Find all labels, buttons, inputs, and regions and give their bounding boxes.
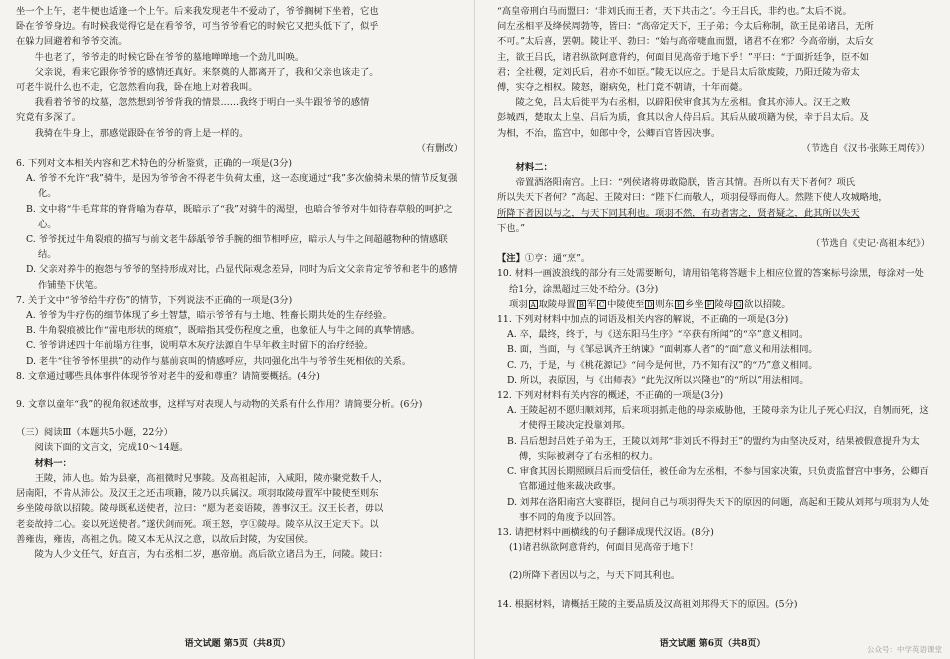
question-10 xyxy=(497,266,930,312)
classical-line: 所降下者因以与之，与天下同其利也。项羽不然，有功者害之，贤者疑之，此其所以失天 xyxy=(497,207,860,219)
option-a: A. 爷爷不允许“我”骑牛，是因为爷爷舍不得老牛负荷太重，这一态度通过“我”多次偷骑未果的情节反复强化。 xyxy=(26,173,458,200)
break-marker-g[interactable]: G xyxy=(735,300,742,309)
break-marker-e[interactable]: E xyxy=(676,300,682,309)
source-citation-2: （节选自《史记·高祖本纪》） xyxy=(810,238,930,250)
material-1-continued xyxy=(497,4,930,156)
translation-item-2: (2)所降下者因以与之，与天下同其利也。 xyxy=(509,570,681,582)
classical-line: 王陵，沛人也。始为县豪，高祖微时兄事陵。及高祖起沛，入咸阳，陵亦聚党数千人， xyxy=(34,472,388,484)
option-a: A. 卒，最终，终于，与《送东阳马生序》“卒获有所闻”的“卒”意义相同。 xyxy=(507,329,809,341)
passage-line: 可老牛说什么也不走，它忽然看向我，卧在地上对着我叫。 xyxy=(16,82,258,94)
option-d: D. 刘邦在洛阳南宫大宴群臣，提问自己与项羽得失天下的原因的问题，高起和王陵从刘邦与项羽为人处事不同的角度予以回答。 xyxy=(507,496,930,523)
break-marker-c[interactable]: C xyxy=(598,300,605,309)
question-12 xyxy=(497,388,930,525)
segment: 取陵母置 xyxy=(538,298,576,310)
option-b: B. 吕后想封吕姓子弟为王，王陵以刘邦“非刘氏不得封王”的盟约为由坚决反对，结果被假意提升为太傅，实际被剥夺了右丞相的权力。 xyxy=(507,435,920,462)
exam-page-6 xyxy=(475,0,950,659)
passage-line: 我骑在牛身上，那感觉跟卧在爷爷的背上是一样的。 xyxy=(34,127,249,139)
classical-line: 帝置酒洛阳南宫。上曰：“列侯诸将毋敢隐朕，皆言其情。吾所以有天下者何？项氏 xyxy=(515,177,856,189)
watermark: 公众号：中学英语课堂 xyxy=(867,645,942,654)
material-2-label: 材料二： xyxy=(515,162,553,174)
section-instruction: 阅读下面的文言文，完成10～14题。 xyxy=(34,442,189,454)
section-title: （三）阅读Ⅲ（本题共5小题，22分） xyxy=(16,427,173,439)
option-c: C. 乃，于是，与《桃花源记》“问今是何世，乃不知有汉”的“乃”意义相同。 xyxy=(507,359,818,371)
question-13 xyxy=(497,525,930,597)
classical-line: 主，欲王吕氏，诸君纵欲阿意背约，何面目见高帝于地下乎！”平曰：“于面折廷争，臣不如 xyxy=(497,51,870,63)
option-a: A. 王陵起初不愿归顺刘邦，后来项羽抓走他的母亲威胁他，王陵母亲为让儿子死心归汉，自刎而死，这才使得王陵决定投靠刘邦。 xyxy=(507,405,929,432)
classical-line: 陵为人少文任气，好直言，为右丞相二岁，惠帝崩。高后欲立诸吕为王，问陵。陵曰： xyxy=(34,548,388,560)
question-8: 8. 文章通过哪些具体事件体现爷爷对老牛的爱和尊重？请简要概括。(4分) xyxy=(16,370,320,382)
classical-line: 乡坐陵母欲以招陵。陵母既私送使者，泣曰：“愿为老妾语陵，善事汉王。汉王长者，毋以 xyxy=(16,503,384,515)
question-stem: 11. 下列对材料中加点的词语及相关内容的解说，不正确的一项是(3分) xyxy=(497,314,789,326)
classical-line: 所以失天下者何？”高起、王陵对曰：“陛下仁而敬人，项羽侵辱而侮人。然陛下使人攻城略地， xyxy=(497,192,888,204)
classical-line: 老妾故持二心。妾以死送使者。”遂伏剑而死。项王怒，亨①陵母。陵卒从汉王定天下。以 xyxy=(16,518,379,530)
option-d: D. 所以，表原因，与《出师表》“此先汉所以兴隆也”的“所以”用法相同。 xyxy=(507,374,809,386)
question-stem: 10. 材料一画波浪线的部分有三处需要断句，请用铅笔将答题卡上相应位置的答案标号涂黑，每涂对一处给1分，涂黑超过三处不给分。(3分) xyxy=(497,268,924,295)
classical-line: 居南阳，不肯从沛公。及汉王之还击项籍，陵乃以兵属汉。项羽取陵母置军中陵使至则东 xyxy=(16,488,379,500)
passage-line: 究竟有多深了。 xyxy=(16,112,82,124)
passage-line: 我看着爷爷的坟墓，忽然想到爷爷背我的情景……我终于明白一头牛跟爷爷的感情 xyxy=(34,97,370,109)
option-d: D. 老牛“往爷爷怀里拱”的动作与墓前哀叫的情感呼应，共同强化出牛与爷爷生死相依的关系。 xyxy=(26,355,412,367)
segment: 中陵使至 xyxy=(607,298,645,310)
material-1-label: 材料一： xyxy=(34,457,72,469)
classical-line: 陵之免，吕太后徙平为右丞相，以辟阳侯审食其为左丞相。食其亦沛人。汉王之败 xyxy=(515,97,851,109)
classical-line: 不可。”太后喜，罢朝。陵让平、勃曰：“始与高帝啑血而盟，诸君不在邪？今高帝崩，太后女 xyxy=(497,36,874,48)
page-footer: 语文试题 第6页（共8页） xyxy=(659,639,766,649)
classical-line: 善雍齿，雍齿，高祖之仇。陵又本无从汉之意，以故后封陵，为安国侯。 xyxy=(16,533,314,545)
question-7 xyxy=(16,293,463,369)
segment: 欲以招陵。 xyxy=(744,298,791,310)
option-d: D. 父亲对养牛的抱怨与爷爷的坚持形成对比，凸显代际观念差异，同时为后文父亲肯定爷爷和老牛的感情作铺垫下伏笔。 xyxy=(26,264,458,291)
break-marker-d[interactable]: D xyxy=(647,300,653,309)
classical-line: 为相，不治，监宫中，如郎中令，公卿百官皆因决事。 xyxy=(497,127,721,139)
segment: 则东 xyxy=(655,298,674,310)
material-2 xyxy=(497,160,930,251)
passage-line: 坐一个上午，老牛便也适逢一个上午。后来我发现老牛不爱动了，爷爷搁树下坐着，它也 xyxy=(16,6,379,17)
question-stem: 6. 下列对文本相关内容和艺术特色的分析鉴赏，正确的一项是(3分) xyxy=(16,158,293,170)
option-b: B. 文中将“牛毛茸茸的脊背喻为春草，既暗示了“我”对骑牛的渴望，也暗合爷爷对牛如待春草般的呵护之心。 xyxy=(26,203,453,230)
segment: 乡坐 xyxy=(684,298,704,310)
segment: 项羽 xyxy=(509,298,528,310)
page-footer: 语文试题 第5页（共8页） xyxy=(184,639,291,649)
classical-line: 君；全社稷，定刘氏后，君亦不如臣。”陵无以应之。于是吕太后欲废陵，乃阳迁陵为帝太 xyxy=(497,66,860,78)
question-stem: 7. 关于文中“爷爷给牛疗伤”的情节，下列说法不正确的一项是(3分) xyxy=(16,294,293,306)
question-stem: 12. 下列对材料有关内容的概述，不正确的一项是(3分) xyxy=(497,390,724,402)
option-c: C. 爷爷抚过牛角裂痕的描写与前文老牛舔舐爷爷手腕的细节相呼应，暗示人与牛之间超越物种的情感联结。 xyxy=(26,234,448,261)
story-passage xyxy=(16,4,463,156)
passage-line: 牛也老了，爷爷走的时候它卧在爷爷的墓地啴啴地一个劲儿叫唤。 xyxy=(34,51,305,63)
section-3 xyxy=(16,425,463,562)
break-marker-b[interactable]: B xyxy=(578,300,584,309)
question-9: 9. 文章以童年“我”的视角叙述故事，这样写对表现人与动物的关系有什么作用？请简要分析。(6分) xyxy=(16,399,423,411)
option-a: A. 爷爷为牛疗伤的细节体现了乡土智慧，暗示爷爷有与土地、牲畜长期共处的生存经验。 xyxy=(26,310,392,322)
classical-line: 问左丞相平及绛侯周勃等，皆曰：“高帝定天下，王子弟；今太后称制，欲王昆弟诸吕，无所 xyxy=(497,21,874,33)
sentence-break-line xyxy=(497,297,930,312)
passage-note: （有删改） xyxy=(416,142,463,154)
translation-item-1: (1)诸君纵欲阿意背约，何面目见高帝于地下！ xyxy=(509,542,699,554)
option-b: B. 面，当面，与《邹忌讽齐王纳谏》“面刺寡人者”的“面”意义和用法相同。 xyxy=(507,344,818,356)
passage-line: 卧在爷爷身边。有时候我觉得它是在看爷爷，可当爷爷看它的时候它又把头低下了，似乎 xyxy=(16,21,379,33)
question-11 xyxy=(497,312,930,388)
option-c: C. 爷爷讲述四十年前塌方往事，说明草木灰疗法源自牛早年救主时留下的治疗经验。 xyxy=(26,340,374,352)
segment: 军 xyxy=(586,298,597,310)
question-6 xyxy=(16,156,463,293)
classical-line: “高皇帝刑白马而盟曰：‘非刘氏而王者，天下共击之’。今王吕氏，非约也。”太后不说。 xyxy=(497,6,852,17)
question-14: 14. 根据材料，请概括王陵的主要品质及汉高祖刘邦得天下的原因。(5分) xyxy=(497,598,798,610)
classical-line: 傅，实夺之相权。陵怒，谢病免，杜门竟不朝请，十年而薨。 xyxy=(497,82,749,94)
passage-line: 父亲说，看来它跟你爷爷的感情还真好。来祭奠的人都离开了，我和父亲也该走了。 xyxy=(34,66,379,78)
question-stem: 13. 请把材料中画横线的句子翻译成现代汉语。(8分) xyxy=(497,526,714,538)
footnote xyxy=(497,251,930,266)
option-b: B. 牛角裂痕被比作“雷电形状的斑痕”，既暗指其受伤程度之重，也象征人与牛之间的真挚情感。 xyxy=(26,325,421,337)
footnote-text: ①亨：通“烹”。 xyxy=(524,253,591,265)
footnote-label: 【注】 xyxy=(497,253,525,265)
source-citation-1: （节选自《汉书·张陈王周传》） xyxy=(801,142,930,154)
break-marker-a[interactable]: A xyxy=(530,300,536,309)
break-marker-f[interactable]: F xyxy=(705,300,714,309)
passage-line: 在躲力回避着和爷爷交流。 xyxy=(16,36,128,48)
classical-line: 彭城西，楚取太上皇、吕后为质，食其以舍人侍吕后。其后从破项籍为侯，幸于吕太后。及 xyxy=(497,112,869,124)
option-c: C. 审食其因长期照顾吕后而受信任，被任命为左丞相，不参与国家决策，只负责监督宫中事务，公卿百官都通过他来裁决政事。 xyxy=(507,466,929,493)
classical-line: 下也。” xyxy=(497,222,525,234)
segment: 陵母 xyxy=(714,298,734,310)
